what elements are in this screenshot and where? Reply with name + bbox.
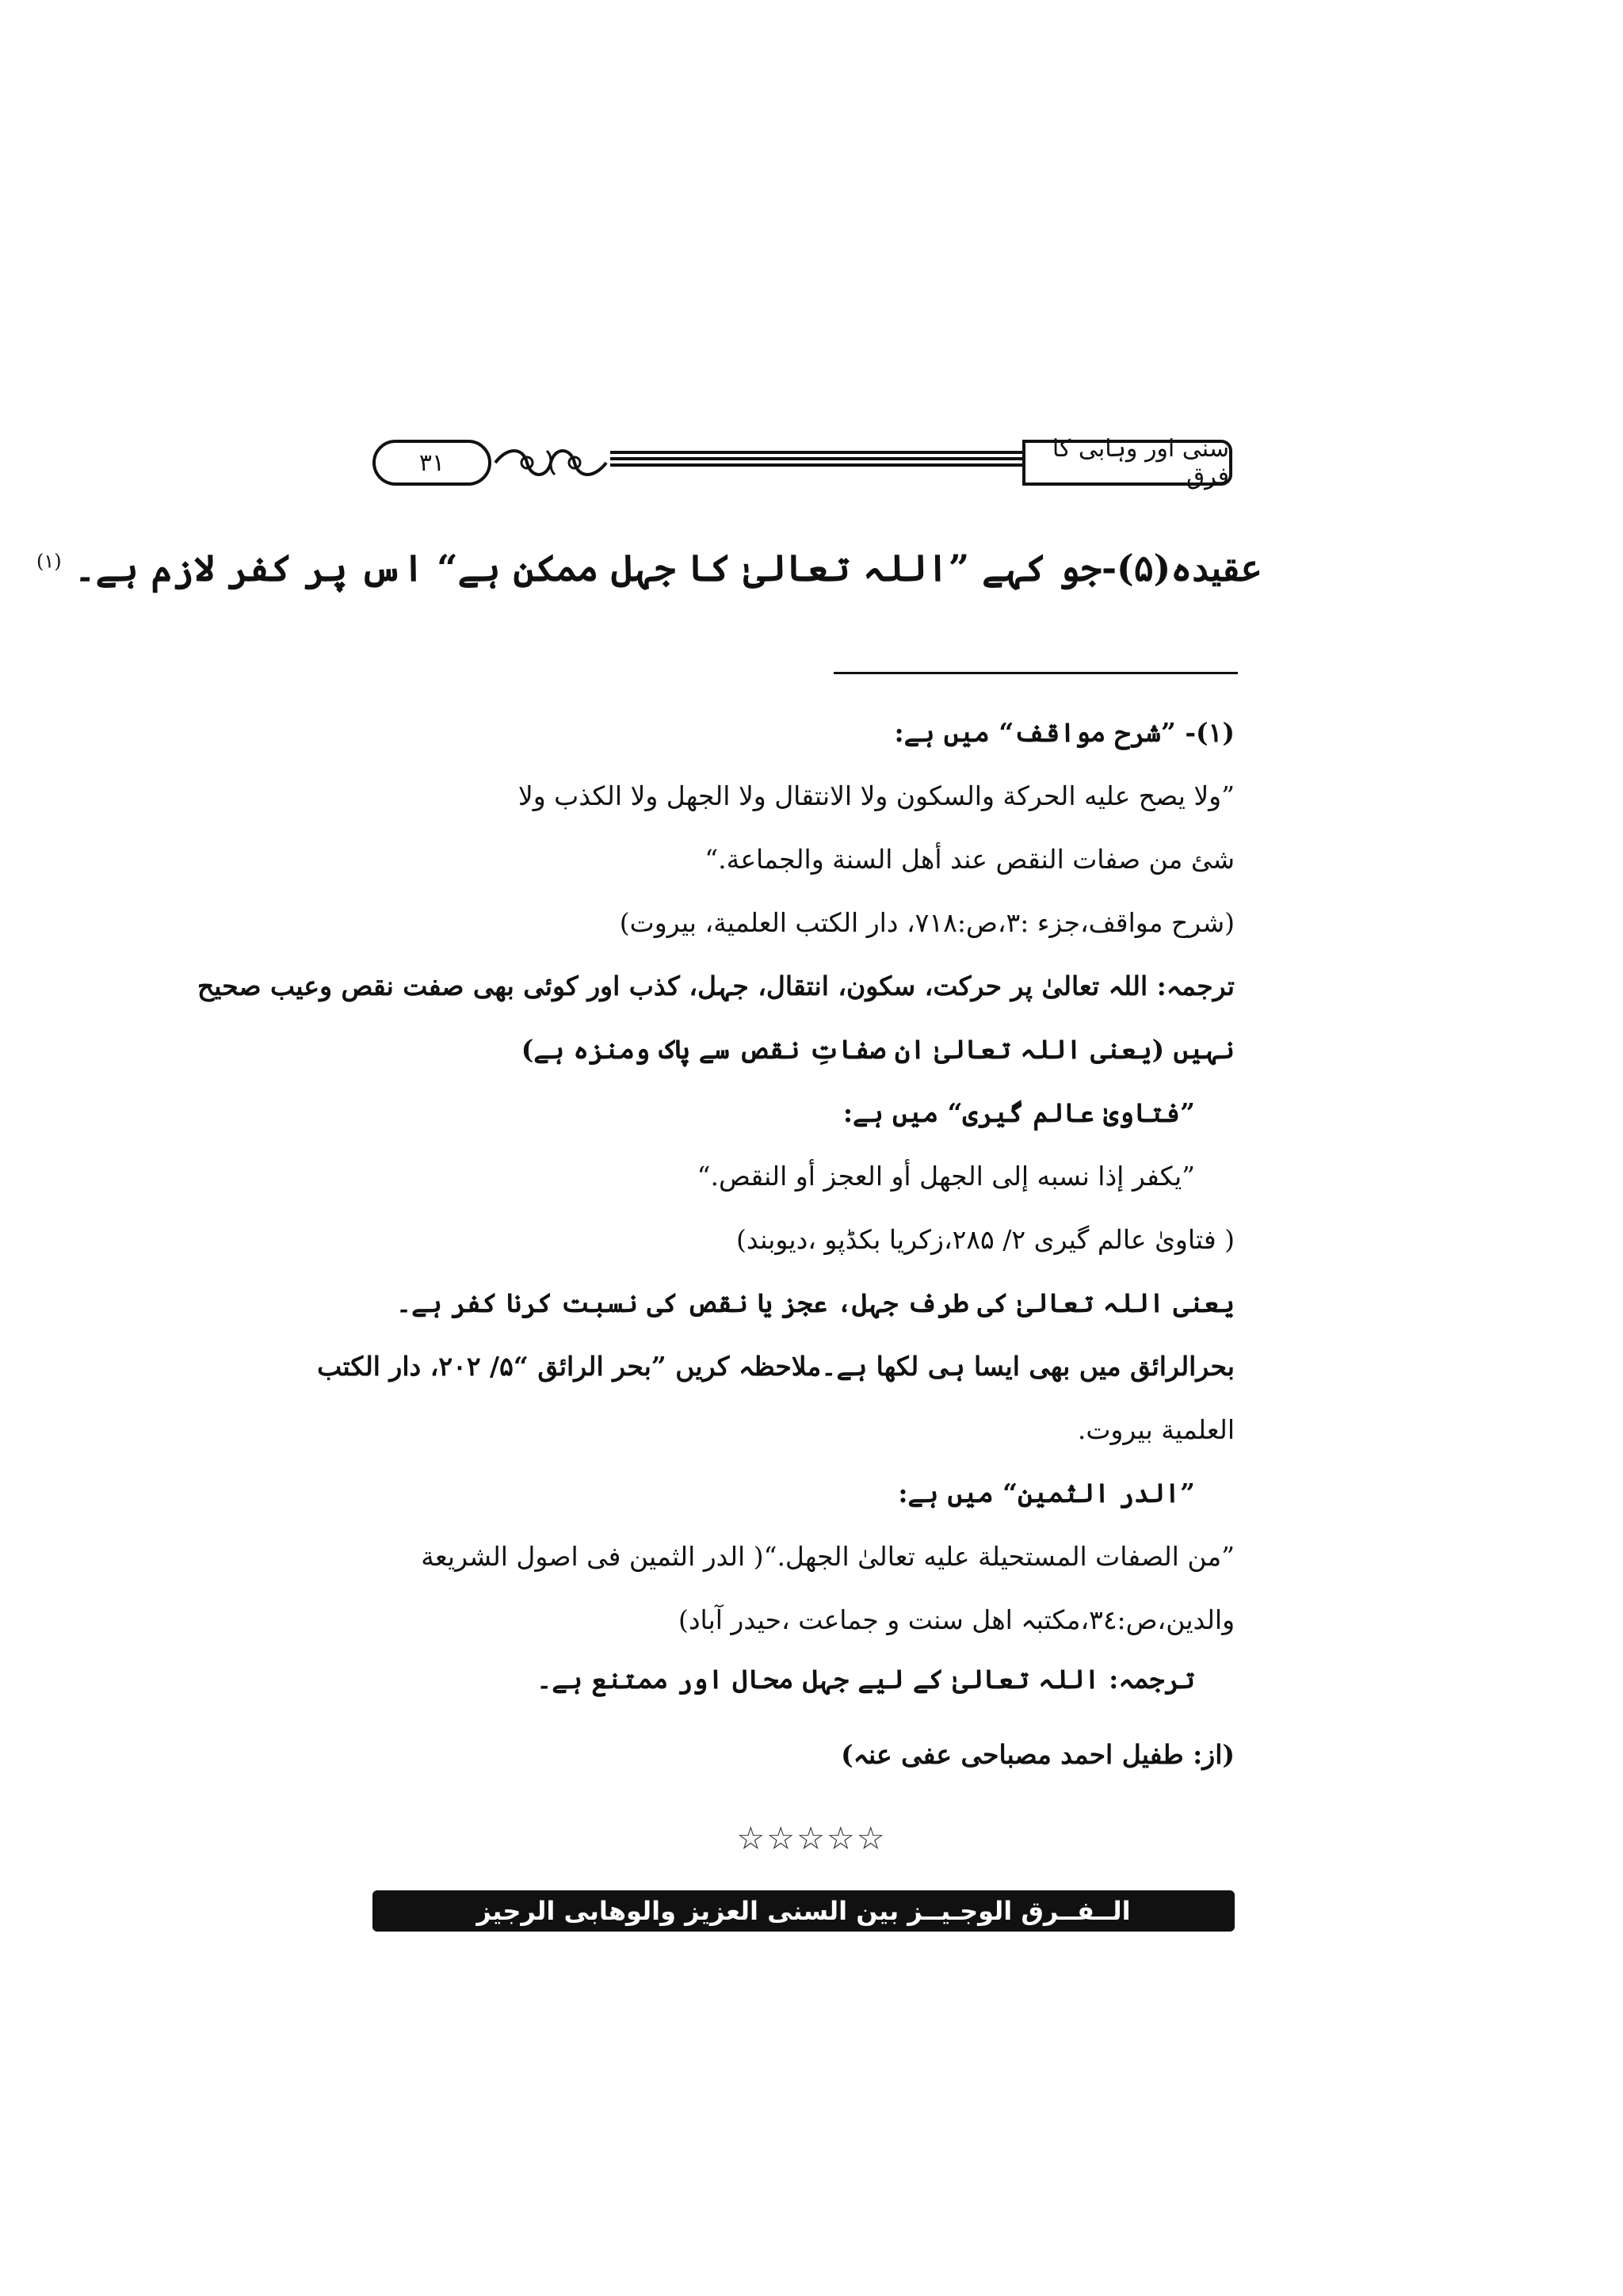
page-header	[372, 435, 1232, 490]
floral-ornament-icon	[491, 443, 610, 482]
body-line: (۱)- ”شرح مواقف“ میں ہے:	[894, 717, 1235, 748]
footnote-marker: (۱)	[36, 550, 62, 573]
body-line: ”ولا يصح عليه الحركة والسكون ولا الانتقال ولا الجهل ولا الكذب ولا	[517, 780, 1235, 811]
book-title: سنی اور وہابی کا فرق	[1052, 435, 1229, 490]
author-attribution: (از: طفیل احمد مصباحی عفی عنہ)	[841, 1739, 1235, 1770]
body-line: ترجمہ: اللہ تعالیٰ کے لیے جہل محال اور ممتنع ہے۔	[536, 1664, 1195, 1695]
body-line: العلمية بيروت.	[1077, 1414, 1235, 1445]
page-number: ۳۱	[418, 448, 445, 477]
header-rules	[610, 451, 1022, 473]
body-line: یعنی اللہ تعالیٰ کی طرف جہل، عجز یا نقص کی نسبت کرنا کفر ہے۔	[395, 1287, 1235, 1318]
footer-text: الــفــرق الوجـيــز بين السنى العزيز والوهابى الرجيز	[476, 1896, 1131, 1926]
page-number-frame	[372, 440, 491, 486]
body-line: ”يكفر إذا نسبه إلى الجهل أو العجز أو النقص.“	[697, 1161, 1195, 1192]
body-line: نہیں (یعنی اللہ تعالیٰ ان صفاتِ نقص سے پاک ومنزہ ہے)	[521, 1034, 1235, 1065]
headline	[36, 547, 1262, 590]
star-separator: ☆☆☆☆☆	[736, 1821, 887, 1857]
body-line: ”من الصفات المستحيلة عليه تعالىٰ الجهل.“( الدر الثمين فى اصول الشريعة	[421, 1541, 1235, 1572]
body-line: ”فتاویٰ عالم گیری“ میں ہے:	[842, 1097, 1195, 1128]
body-line: ( فتاویٰ عالم گیری ۲/ ۲۸۵،زکریا بکڈپو ،دیوبند)	[736, 1224, 1235, 1255]
body-line: ”الدر الثمين“ میں ہے:	[898, 1478, 1195, 1508]
book-title-frame	[1022, 435, 1232, 490]
headline-text: عقیدہ(۵)-جو کہے ”اللہ تعالیٰ کا جہل ممکن ہے“ اس پر کفر لازم ہے۔	[74, 547, 1262, 589]
body-line: بحرالرائق میں بھی ایسا ہی لکھا ہے۔ملاحظہ کریں ”بحر الرائق “۵/ ۲۰۲، دار الكتب	[317, 1351, 1235, 1382]
footer-bar	[372, 1890, 1235, 1932]
body-line: (شرح مواقف،جزء :۳،ص:۷۱۸، دار الكتب العلمية، بيروت)	[619, 907, 1235, 938]
footnote-divider	[834, 672, 1238, 674]
body-line: والدين،ص:۳٤،مکتبہ اهل سنت و جماعت ،حیدر آباد)	[678, 1604, 1235, 1635]
body-line: ترجمہ: اللہ تعالیٰ پر حرکت، سکون، انتقال، جہل، کذب اور کوئی بھی صفت نقص وعیب صحیح	[197, 971, 1235, 1001]
body-line: شئ من صفات النقص عند أهل السنة والجماعة.“	[705, 844, 1235, 875]
